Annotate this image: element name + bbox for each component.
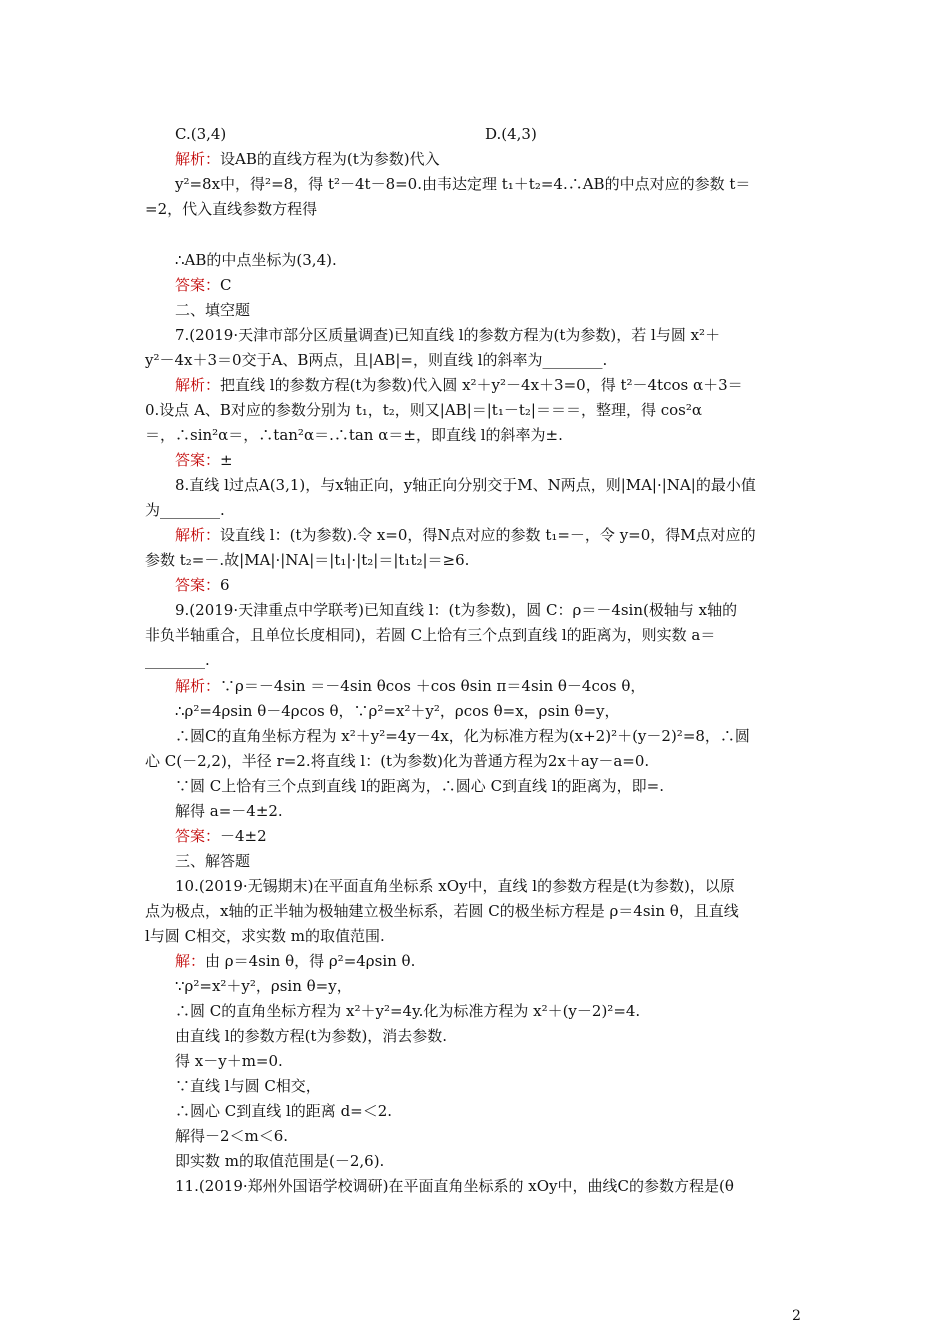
text-line (175, 600, 840, 622)
line-text: y²=8x中，得²=8，得 t²－4t－8=0.由韦达定理 t₁＋t₂=4.∴AB的中点对应的参数 t＝ (175, 175, 751, 193)
text-line (175, 325, 840, 347)
text-line (175, 300, 840, 322)
text-line (175, 1126, 840, 1148)
line-text: 8.直线 l过点A(3,1)，与x轴正向，y轴正向分别交于M、N两点，则|MA|·|NA|的最小值 (175, 476, 756, 494)
text-line (145, 550, 810, 572)
line-text: 7.(2019·天津市部分区质量调查)已知直线 l的参数方程为(t为参数)，若 l与圆 x²＋ (175, 326, 721, 344)
text-line (145, 425, 810, 447)
line-text: =2，代入直线参数方程得 (145, 200, 318, 218)
line-text: y²－4x＋3＝0交于A、B两点，且|AB|=，则直线 l的斜率为________. (145, 351, 608, 369)
line-text: 6 (220, 576, 230, 594)
text-line (145, 350, 810, 372)
line-text: ∵圆 C上恰有三个点到直线 l的距离为，∴圆心 C到直线 l的距离为，即=. (175, 777, 664, 795)
line-text: 把直线 l的参数方程(t为参数)代入圆 x²＋y²－4x＋3=0，得 t²－4tcos α＋3＝ (220, 376, 743, 394)
text-line (175, 275, 840, 297)
line-text: ∴圆心 C到直线 l的距离 d=＜2. (175, 1102, 393, 1120)
text-line (175, 1101, 840, 1123)
text-line (175, 450, 840, 472)
line-text: ∵ρ²=x²＋y²，ρsin θ=y， (175, 977, 352, 995)
text-line (175, 1151, 840, 1173)
line-text: 二、填空题 (175, 301, 251, 319)
line-text: 10.(2019·无锡期末)在平面直角坐标系 xOy中，直线 l的参数方程是(t为参数)，以原 (175, 877, 735, 895)
line-text: 参数 t₂=－.故|MA|·|NA|＝|t₁|·|t₂|＝|t₁t₂|＝≥6. (145, 551, 470, 569)
line-text: l与圆 C相交，求实数 m的取值范围. (145, 927, 385, 945)
line-text: 由 ρ＝4sin θ，得 ρ²=4ρsin θ. (205, 952, 416, 970)
analysis-label: 解析： (175, 150, 221, 168)
option-c: C.(3,4) (175, 125, 227, 143)
page-number: 2 (792, 1308, 801, 1324)
line-text: C (220, 276, 232, 294)
text-line (175, 250, 840, 272)
line-text: 0.设点 A、B对应的参数分别为 t₁，t₂，则又|AB|＝|t₁－t₂|＝＝＝，整理，得 cos²α (145, 401, 702, 419)
analysis-label: 解析： (175, 526, 221, 544)
text-line (175, 149, 840, 171)
text-line (145, 625, 810, 647)
text-line (175, 1026, 840, 1048)
text-line (175, 475, 840, 497)
text-line (175, 701, 840, 723)
text-line (145, 400, 810, 422)
text-line (145, 199, 810, 221)
text-line (175, 375, 840, 397)
line-text: 得 x－y＋m=0. (175, 1052, 283, 1070)
text-line (175, 851, 840, 873)
text-line (175, 1001, 840, 1023)
line-text: ________. (145, 651, 210, 669)
line-text: 由直线 l的参数方程(t为参数)，消去参数. (175, 1027, 448, 1045)
text-line (145, 926, 810, 948)
text-line (175, 951, 840, 973)
text-line (175, 726, 840, 748)
line-text: ∴AB的中点坐标为(3,4). (175, 251, 337, 269)
text-line (175, 1076, 840, 1098)
text-line (175, 776, 840, 798)
text-line (175, 525, 840, 547)
line-text: 设AB的直线方程为(t为参数)代入 (220, 150, 440, 168)
text-line (175, 676, 840, 698)
line-text: ∵直线 l与圆 C相交， (175, 1077, 321, 1095)
line-text: ＝，∴sin²α＝，∴tan²α＝.∴tan α＝±，即直线 l的斜率为±. (145, 426, 563, 444)
line-text: 9.(2019·天津重点中学联考)已知直线 l：(t为参数)，圆 C：ρ＝－4sin(极轴与 x轴的 (175, 601, 738, 619)
line-text: ± (220, 451, 233, 469)
line-text: －4±2 (220, 827, 267, 845)
line-text: 为________. (145, 501, 225, 519)
line-text: ∴圆C的直角坐标方程为 x²＋y²=4y－4x，化为标准方程为(x+2)²＋(y－2)²=8，∴圆 (175, 727, 750, 745)
text-line (175, 976, 840, 998)
text-line (175, 826, 840, 848)
option-d: D.(4,3) (485, 125, 537, 143)
line-text: 三、解答题 (175, 852, 251, 870)
text-line (175, 1051, 840, 1073)
analysis-label: 解析： (175, 376, 221, 394)
answer-label: 答案： (175, 827, 221, 845)
line-text: 11.(2019·郑州外国语学校调研)在平面直角坐标系的 xOy中，曲线C的参数方程是(θ (175, 1177, 734, 1195)
line-text: 解得 a=－4±2. (175, 802, 283, 820)
text-line (175, 801, 840, 823)
analysis-label: 解析： (175, 677, 221, 695)
text-line (145, 751, 810, 773)
line-text: ∵ρ＝－4sin ＝－4sin θcos ＋cos θsin π＝4sin θ－4cos θ， (220, 677, 646, 695)
line-text: 心 C(－2,2)，半径 r=2.将直线 l：(t为参数)化为普通方程为2x＋ay－a=0. (145, 752, 650, 770)
line-text: ∴ρ²=4ρsin θ－4ρcos θ，∵ρ²=x²＋y²，ρcos θ=x，ρsin θ=y， (175, 702, 620, 720)
text-line (145, 901, 810, 923)
analysis-label: 解： (175, 952, 206, 970)
text-line (175, 174, 840, 196)
line-text: 设直线 l：(t为参数).令 x=0，得N点对应的参数 t₁=－，令 y=0，得M点对应的 (220, 526, 756, 544)
answer-label: 答案： (175, 451, 221, 469)
text-line (145, 500, 810, 522)
text-line (175, 1176, 840, 1198)
answer-label: 答案： (175, 576, 221, 594)
text-line (145, 650, 810, 672)
text-line (175, 575, 840, 597)
line-text: 非负半轴重合，且单位长度相同)，若圆 C上恰有三个点到直线 l的距离为，则实数 a＝ (145, 626, 716, 644)
answer-label: 答案： (175, 276, 221, 294)
line-text: 点为极点，x轴的正半轴为极轴建立极坐标系，若圆 C的极坐标方程是 ρ＝4sin θ，且直线 (145, 902, 739, 920)
line-text: ∴圆 C的直角坐标方程为 x²＋y²=4y.化为标准方程为 x²＋(y－2)²=4. (175, 1002, 641, 1020)
text-line (175, 876, 840, 898)
line-text: 即实数 m的取值范围是(－2,6). (175, 1152, 385, 1170)
line-text: 解得－2＜m＜6. (175, 1127, 289, 1145)
